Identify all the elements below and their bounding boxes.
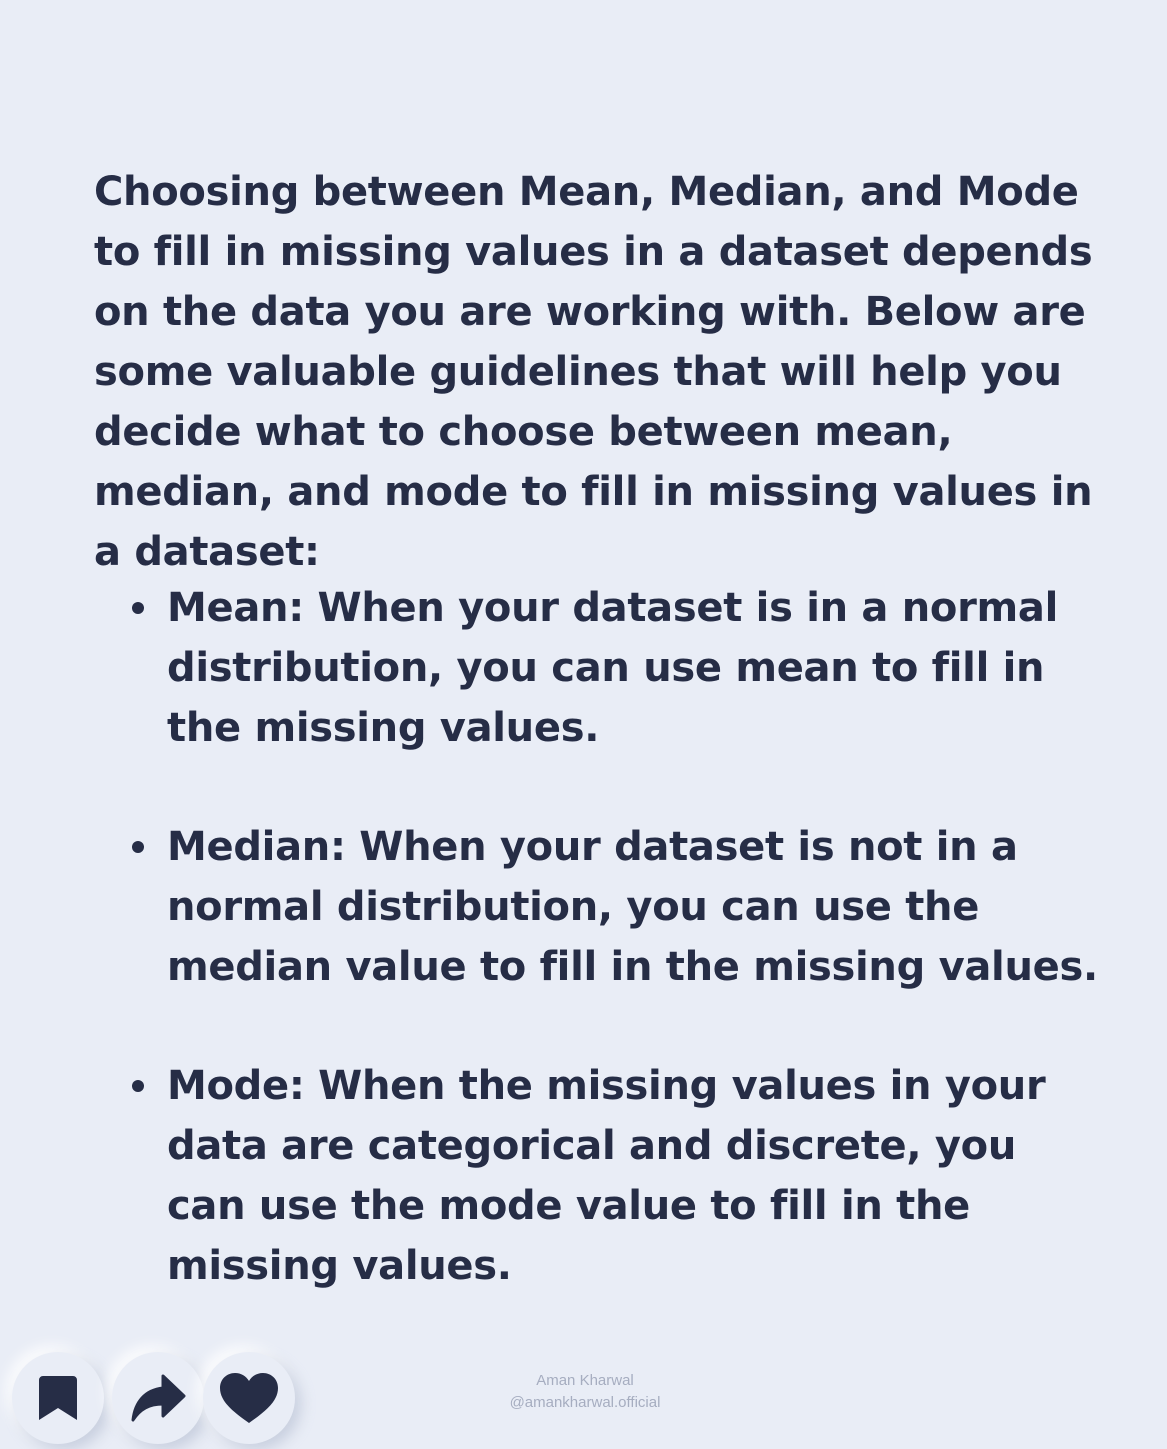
guidelines-list <box>94 578 1104 1355</box>
bookmark-button[interactable] <box>12 1352 104 1444</box>
bullet-icon <box>132 602 144 614</box>
guideline-text-mean: Mean: When your dataset is in a normal distribution, you can use mean to fill in the missing values. <box>167 585 1059 751</box>
author-handle: @amankharwal.official <box>509 1394 661 1411</box>
share-arrow-icon <box>129 1372 187 1424</box>
share-button[interactable] <box>112 1352 204 1444</box>
author-name: Aman Kharwal <box>536 1372 634 1389</box>
bullet-icon <box>132 1080 144 1092</box>
heart-icon <box>218 1371 280 1425</box>
author-credit <box>450 1370 720 1414</box>
list-item-median <box>94 817 1104 997</box>
list-item-mean <box>94 578 1104 758</box>
guideline-text-median: Median: When your dataset is not in a normal distribution, you can use the median value to fill in the missing values. <box>167 824 1098 990</box>
bookmark-icon <box>35 1372 81 1424</box>
intro-paragraph: Choosing between Mean, Median, and Mode to fill in missing values in a dataset depends on the data you are working with. Below are some valuable guidelines that will help you decide what to choose between mean, median, and mode to fill in missing values in a dataset: <box>94 169 1093 575</box>
like-button[interactable] <box>203 1352 295 1444</box>
list-item-mode <box>94 1056 1104 1296</box>
bullet-icon <box>132 841 144 853</box>
guideline-text-mode: Mode: When the missing values in your data are categorical and discrete, you can use the mode value to fill in the missing values. <box>167 1063 1046 1289</box>
